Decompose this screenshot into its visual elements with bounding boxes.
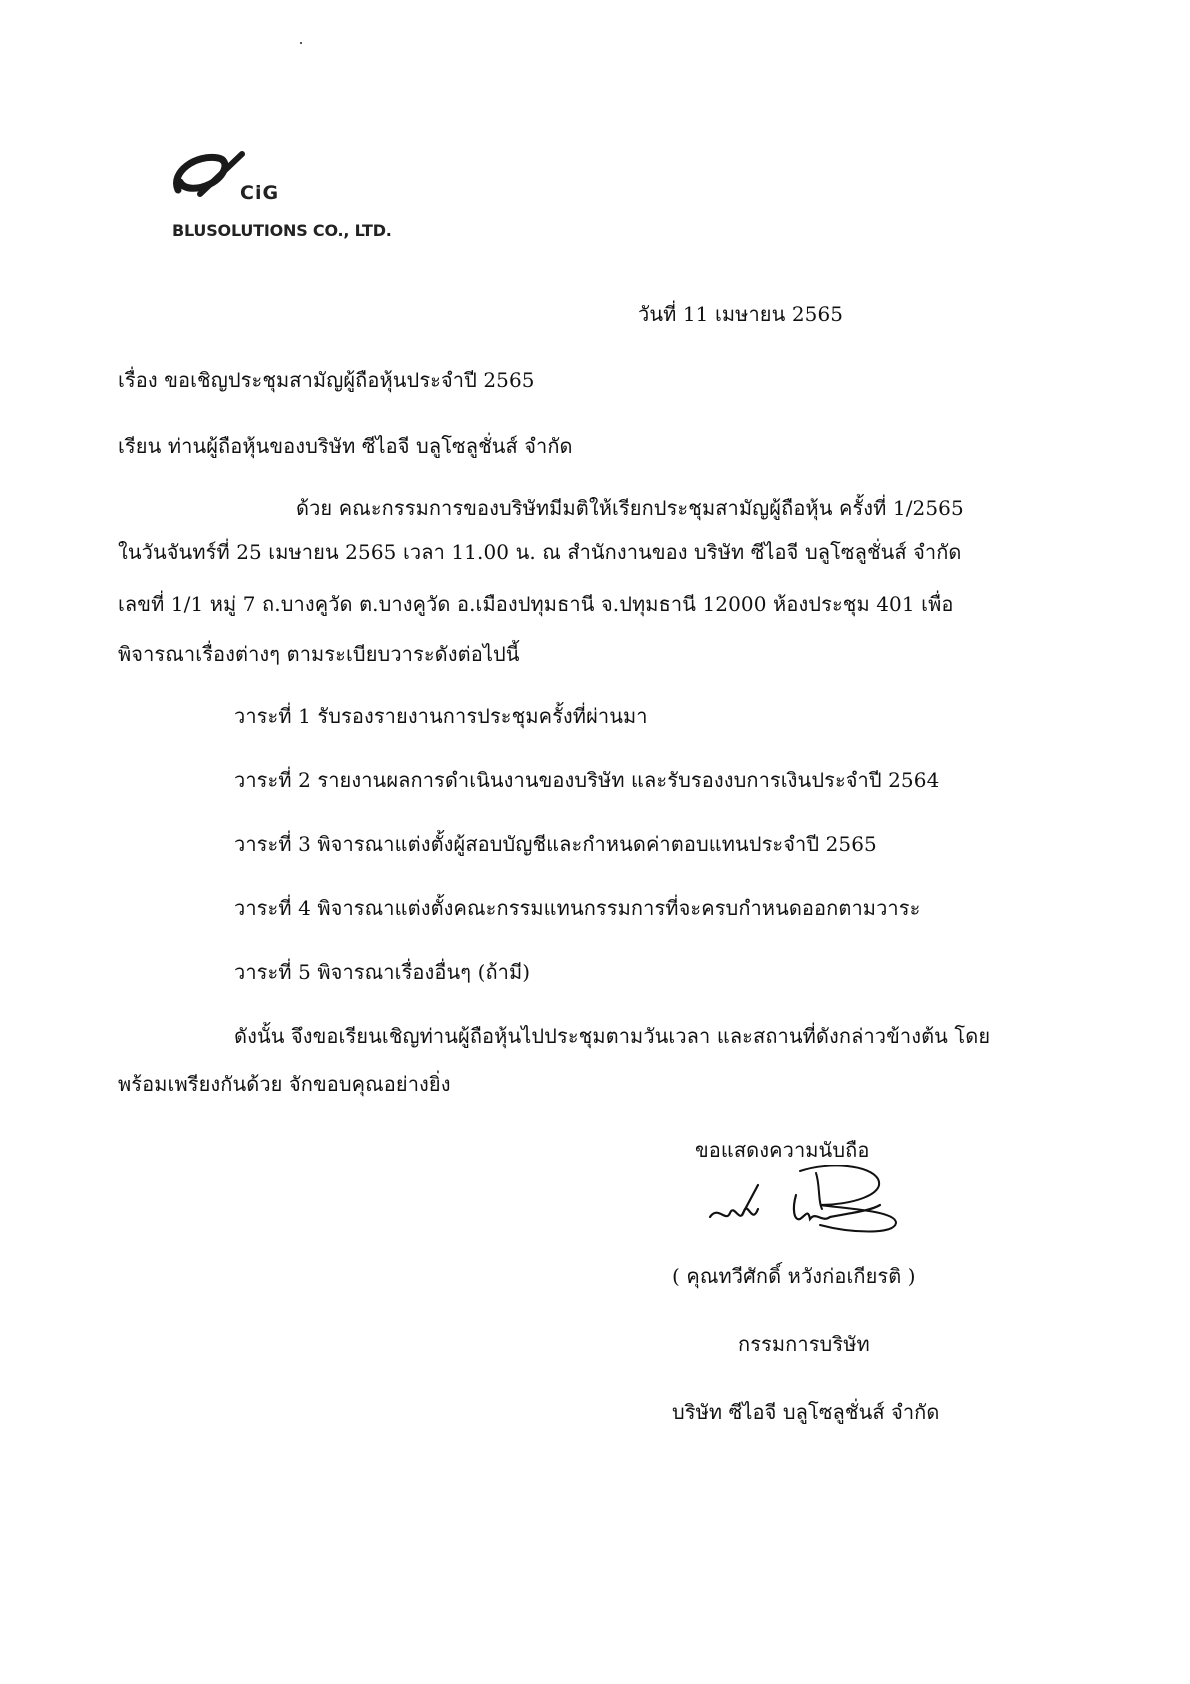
intro-line: พิจารณาเรื่องต่างๆ ตามระเบียบวาระดังต่อไปนี้ xyxy=(118,642,520,666)
logo-company-name: BLUSOLUTIONS CO., LTD. xyxy=(172,221,392,240)
agenda-item: วาระที่ 4 พิจารณาแต่งตั้งคณะกรรมแทนกรรมการที่จะครบกำหนดออกตามวาระ xyxy=(234,896,921,920)
letter-subject: เรื่อง ขอเชิญประชุมสามัญผู้ถือหุ้นประจำปี 2565 xyxy=(118,368,535,392)
closing-line: พร้อมเพรียงกันด้วย จักขอบคุณอย่างยิ่ง xyxy=(118,1072,451,1096)
scan-speck xyxy=(300,42,302,44)
agenda-item: วาระที่ 2 รายงานผลการดำเนินงานของบริษัท และรับรองงบการเงินประจำปี 2564 xyxy=(234,768,940,792)
logo-brand-text: CiG xyxy=(240,182,280,204)
agenda-item: วาระที่ 1 รับรองรายงานการประชุมครั้งที่ผ่านมา xyxy=(234,704,648,728)
regards-text: ขอแสดงความนับถือ xyxy=(695,1138,870,1162)
cig-logo-icon xyxy=(170,150,250,198)
intro-line: เลขที่ 1/1 หมู่ 7 ถ.บางคูวัด ต.บางคูวัด อ.เมืองปทุมธานี จ.ปทุมธานี 12000 ห้องประชุม 401 เพื่อ xyxy=(118,592,954,616)
intro-line: ด้วย คณะกรรมการของบริษัทมีมติให้เรียกประชุมสามัญผู้ถือหุ้น ครั้งที่ 1/2565 xyxy=(296,496,964,520)
agenda-item: วาระที่ 5 พิจารณาเรื่องอื่นๆ (ถ้ามี) xyxy=(234,960,531,984)
letter-salutation: เรียน ท่านผู้ถือหุ้นของบริษัท ซีไอจี บลูโซลูชั่นส์ จำกัด xyxy=(118,434,573,458)
handwritten-signature xyxy=(700,1165,910,1245)
closing-line: ดังนั้น จึงขอเรียนเชิญท่านผู้ถือหุ้นไปประชุมตามวันเวลา และสถานที่ดังกล่าวข้างต้น โดย xyxy=(234,1024,991,1048)
signer-company: บริษัท ซีไอจี บลูโซลูชั่นส์ จำกัด xyxy=(672,1400,940,1424)
letter-date: วันที่ 11 เมษายน 2565 xyxy=(638,302,844,326)
agenda-item: วาระที่ 3 พิจารณาแต่งตั้งผู้สอบบัญชีและกำหนดค่าตอบแทนประจำปี 2565 xyxy=(234,832,877,856)
signer-title: กรรมการบริษัท xyxy=(738,1332,870,1356)
signer-name: ( คุณทวีศักดิ์ หวังก่อเกียรติ ) xyxy=(672,1264,916,1288)
intro-line: ในวันจันทร์ที่ 25 เมษายน 2565 เวลา 11.00 น. ณ สำนักงานของ บริษัท ซีไอจี บลูโซลูชั่นส์ จำกัด xyxy=(118,540,962,564)
